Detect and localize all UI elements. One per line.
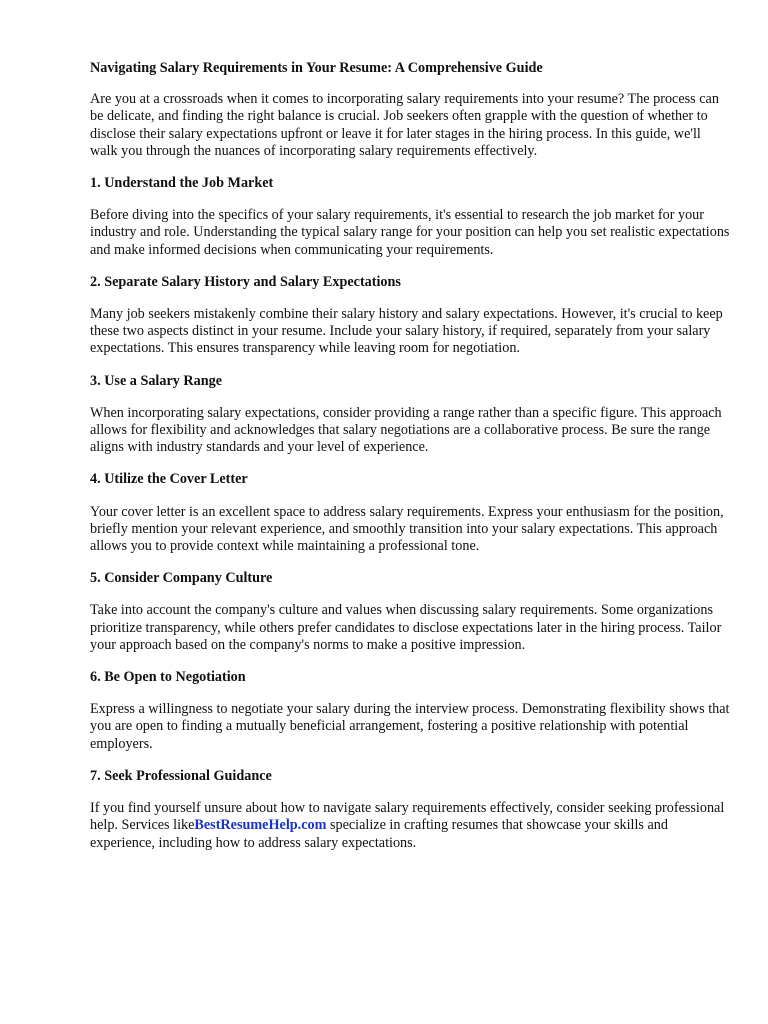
section-heading-company-culture: 5. Consider Company Culture bbox=[90, 570, 273, 587]
section-body-salary-history: Many job seekers mistakenly combine their salary history and salary expectations. However, it's crucial to keep these two aspects distinct in your resume. Include your salary history, if required, separately from your salary expectations. This ensures transparency while leaving room for negotiation. bbox=[90, 306, 723, 357]
guidance-text-before-link: If you find yourself unsure about how to navigate salary requirements effectively, consider seeking professional help. Services like bbox=[90, 800, 725, 834]
section-body-company-culture: Take into account the company's culture and values when discussing salary requirements. Some organizations prioritize transparency, while others prefer candidates to disclose expectations later in the hiring process. Tailor your approach based on the company's norms to make a positive impression. bbox=[90, 602, 722, 653]
section-heading-negotiation: 6. Be Open to Negotiation bbox=[90, 669, 246, 686]
section-heading-professional-guidance: 7. Seek Professional Guidance bbox=[90, 767, 272, 784]
section-body-negotiation: Express a willingness to negotiate your salary during the interview process. Demonstrating flexibility shows that you are open to finding a mutually beneficial arrangement, fostering a positive relationship with potential employers. bbox=[90, 701, 730, 752]
section-heading-salary-history: 2. Separate Salary History and Salary Expectations bbox=[90, 273, 401, 290]
section-body-professional-guidance bbox=[90, 800, 730, 852]
intro-paragraph: Are you at a crossroads when it comes to incorporating salary requirements into your resume? The process can be delicate, and finding the right balance is crucial. Job seekers often grapple with the question of whether to disclose their salary expectations upfront or leave it for later stages in the hiring process. In this guide, we'll walk you through the nuances of incorporating salary requirements effectively. bbox=[90, 91, 719, 159]
guidance-text-after-link: specialize in crafting resumes that showcase your skills and experience, including how to address salary expectations. bbox=[90, 817, 668, 851]
section-body-job-market: Before diving into the specifics of your salary requirements, it's essential to research the job market for your industry and role. Understanding the typical salary range for your position can help you set realistic expectations and make informed decisions when communicating your requirements. bbox=[90, 207, 730, 258]
section-heading-job-market: 1. Understand the Job Market bbox=[90, 175, 274, 192]
bestresumehelp-link[interactable]: BestResumeHelp.com bbox=[194, 817, 327, 834]
section-heading-salary-range: 3. Use a Salary Range bbox=[90, 372, 223, 389]
document-title: Navigating Salary Requirements in Your Resume: A Comprehensive Guide bbox=[90, 60, 543, 76]
document-page bbox=[90, 60, 730, 867]
section-heading-cover-letter: 4. Utilize the Cover Letter bbox=[90, 471, 248, 488]
section-body-cover-letter: Your cover letter is an excellent space to address salary requirements. Express your enthusiasm for the position, briefly mention your relevant experience, and smoothly transition into your salary expectations. This approach allows you to provide context while maintaining a professional tone. bbox=[90, 503, 724, 555]
section-body-salary-range: When incorporating salary expectations, consider providing a range rather than a specific figure. This approach allows for flexibility and acknowledges that salary negotiations are a collaborative process. Be sure the range aligns with industry standards and your level of experience. bbox=[90, 404, 722, 456]
